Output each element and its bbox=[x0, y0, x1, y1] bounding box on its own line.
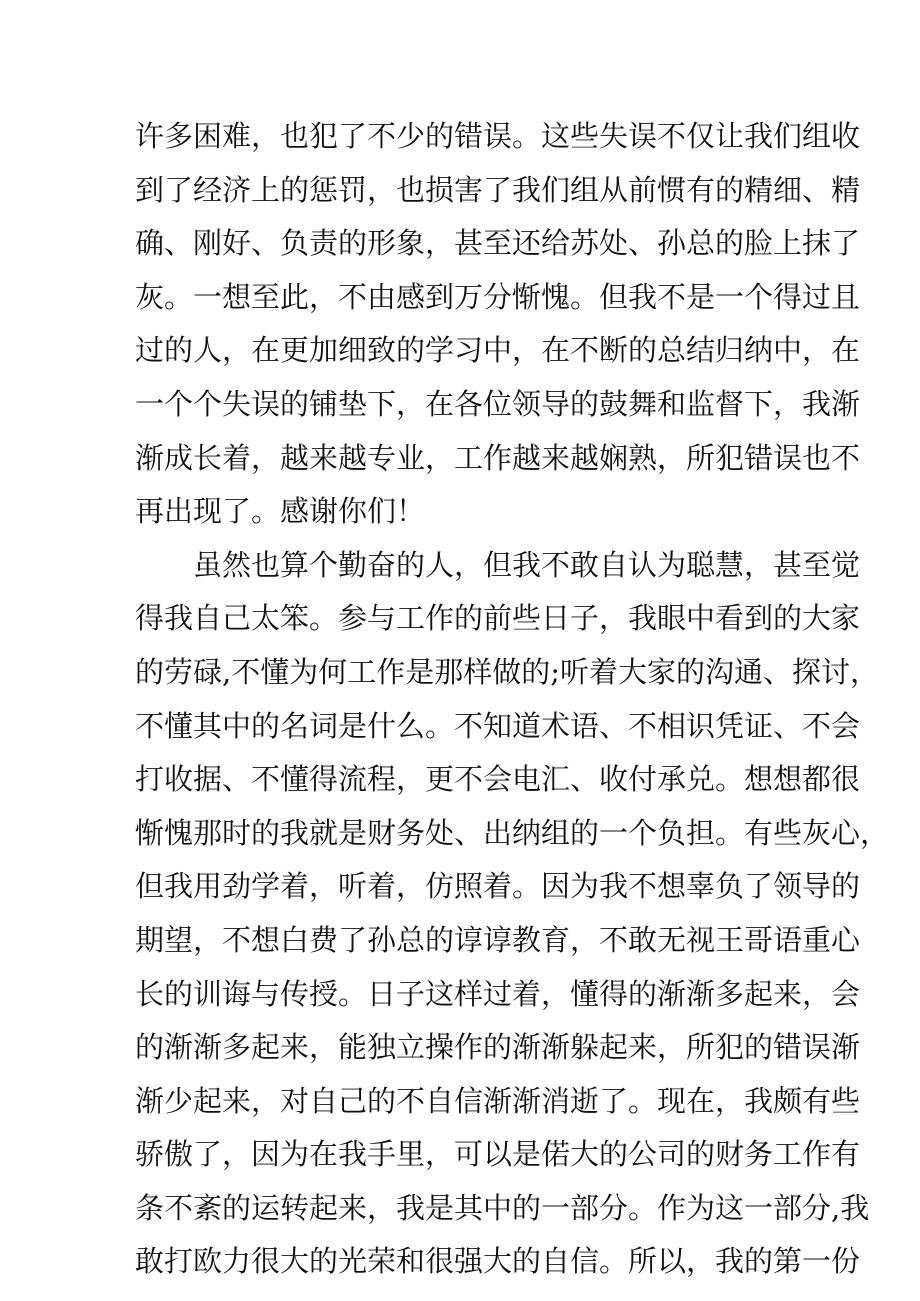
text-line: 但我用劲学着，听着，仿照着。因为我不想辜负了领导的 bbox=[135, 869, 861, 904]
text-line: 条不紊的运转起来，我是其中的一部分。作为这一部分,我 bbox=[135, 1190, 870, 1225]
text-line: 的渐渐多起来，能独立操作的渐渐躲起来，所犯的错误渐 bbox=[135, 1030, 861, 1065]
text-line: 骄傲了，因为在我手里，可以是偌大的公司的财务工作有 bbox=[135, 1137, 861, 1172]
text-line: 打收据、不懂得流程，更不会电汇、收付承兑。想想都很 bbox=[135, 762, 861, 797]
text-line: 一个个失误的铺垫下，在各位领导的鼓舞和监督下，我渐 bbox=[135, 386, 861, 421]
text-line: 得我自己太笨。参与工作的前些日子，我眼中看到的大家 bbox=[135, 601, 861, 636]
text-line: 确、刚好、负责的形象，甚至还给苏处、孙总的脸上抹了 bbox=[135, 226, 861, 261]
text-line: 长的训诲与传授。日子这样过着，懂得的渐渐多起来，会 bbox=[135, 976, 861, 1011]
text-line: 渐成长着，越来越专业，工作越来越娴熟，所犯错误也不 bbox=[135, 440, 861, 475]
text-line: 许多困难，也犯了不少的错误。这些失误不仅让我们组收 bbox=[135, 119, 861, 153]
text-line: 再出现了。感谢你们！ bbox=[135, 494, 426, 529]
text-line: 虽然也算个勤奋的人，但我不敢自认为聪慧，甚至觉 bbox=[193, 547, 861, 582]
text-line: 的劳碌,不懂为何工作是那样做的;听着大家的沟通、探讨， bbox=[135, 654, 879, 689]
paragraph-2 bbox=[135, 539, 890, 1289]
text-line: 到了经济上的惩罚，也损害了我们组从前惯有的精细、精 bbox=[135, 172, 861, 207]
text-line: 期望，不想白费了孙总的谆谆教育，不敢无视王哥语重心 bbox=[135, 922, 861, 957]
text-line: 惭愧那时的我就是财务处、出纳组的一个负担。有些灰心， bbox=[135, 815, 890, 850]
text-line: 渐少起来，对自己的不自信渐渐消逝了。现在，我颇有些 bbox=[135, 1083, 861, 1118]
text-line: 灰。一想至此，不由感到万分惭愧。但我不是一个得过且 bbox=[135, 279, 861, 314]
paragraph-1 bbox=[135, 110, 861, 539]
text-line: 不懂其中的名词是什么。不知道术语、不相识凭证、不会 bbox=[135, 708, 861, 743]
text-line: 过的人，在更加细致的学习中，在不断的总结归纳中，在 bbox=[135, 333, 861, 368]
text-line: 敢打欧力很大的光荣和很强大的自信。所以，我的第一份 bbox=[135, 1244, 861, 1279]
document-body bbox=[135, 110, 890, 1289]
